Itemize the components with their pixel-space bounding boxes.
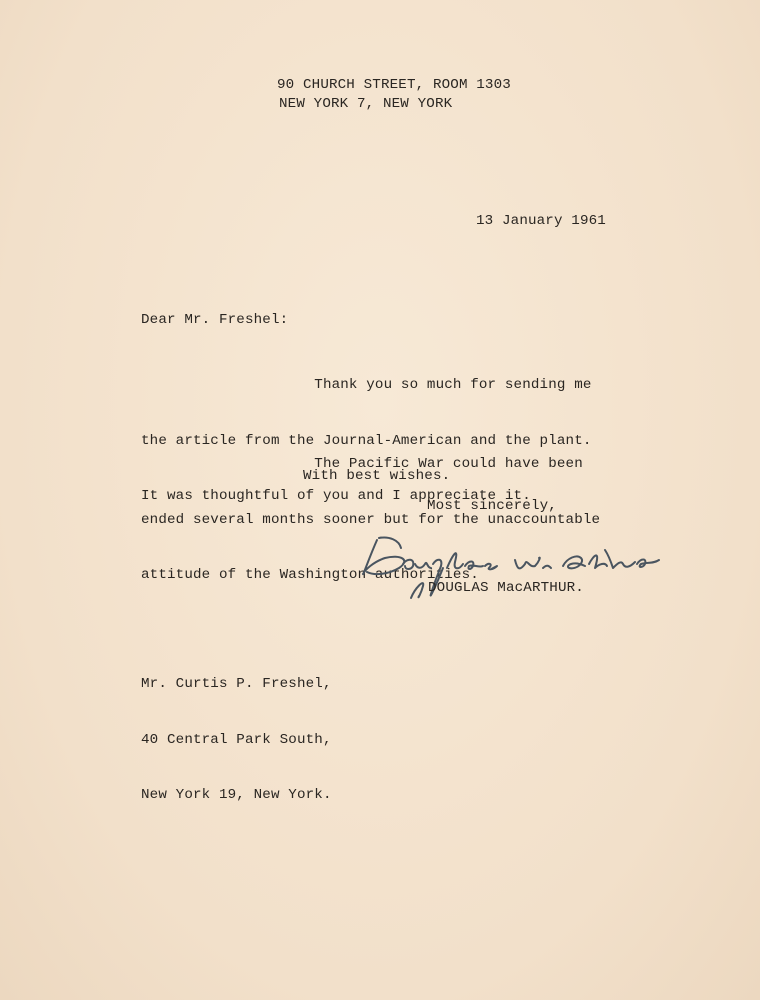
closing-wishes: With best wishes. <box>303 468 451 484</box>
letter-date: 13 January 1961 <box>476 213 606 229</box>
recipient-address <box>141 638 332 842</box>
closing-valediction: Most sincerely, <box>427 498 557 514</box>
letterhead-street: 90 CHURCH STREET, ROOM 1303 <box>277 77 511 93</box>
typed-signer-name: DOUGLAS MacARTHUR. <box>428 580 584 596</box>
body-paragraph-1-line: the article from the Journal-American and the plant. <box>141 432 592 449</box>
recipient-city: New York 19, New York. <box>141 787 332 803</box>
body-paragraph-1-line: It was thoughtful of you and I appreciate it. <box>141 488 531 504</box>
body-paragraph-2-line: attitude of the Washington authorities. <box>141 567 479 583</box>
recipient-street: 40 Central Park South, <box>141 731 332 748</box>
body-paragraph-2-line: The Pacific War could have been <box>141 456 583 472</box>
letterhead-city: NEW YORK 7, NEW YORK <box>279 96 453 112</box>
salutation: Dear Mr. Freshel: <box>141 312 289 328</box>
body-paragraph-2-line: ended several months sooner but for the unaccountable <box>141 511 601 528</box>
recipient-name: Mr. Curtis P. Freshel, <box>141 676 332 692</box>
body-paragraph-1-line: Thank you so much for sending me <box>141 377 592 393</box>
